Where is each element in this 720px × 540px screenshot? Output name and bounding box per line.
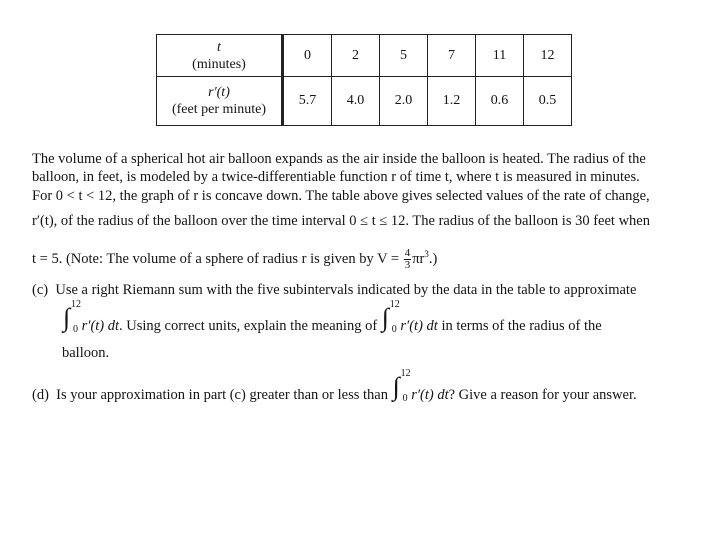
integral-lower-limit: 0	[73, 324, 78, 335]
paragraph-line-2: balloon, in feet, is modeled by a twice-differentiable function r of time t, where t is measured in minutes.	[32, 169, 640, 185]
rate-header	[157, 77, 283, 126]
time-cell: 2	[332, 35, 380, 77]
line5-close: .)	[428, 250, 438, 267]
integral-upper-limit: 12	[71, 299, 81, 310]
time-cell: 7	[428, 35, 476, 77]
part-c-text-1: Use a right Riemann sum with the five subintervals indicated by the data in the table to approximate	[55, 282, 637, 298]
time-row	[157, 35, 572, 77]
integral-sign: ∫ 12 0	[392, 368, 411, 404]
line5-text: t = 5. (Note: The volume of a sphere of radius r is given by V =	[32, 250, 403, 267]
rate-cell: 2.0	[380, 77, 428, 126]
rate-row	[157, 77, 572, 126]
part-c-line-1	[32, 281, 636, 299]
part-d-text-1: Is your approximation in part (c) greater than or less than	[56, 387, 388, 403]
rate-header-variable: r′(t)	[208, 85, 230, 100]
integral-sign: ∫ 12 0	[381, 299, 400, 335]
rate-header-unit: (feet per minute)	[171, 102, 267, 117]
part-d-text-2: ? Give a reason for your answer.	[448, 387, 637, 403]
four-thirds-fraction	[404, 248, 412, 271]
time-header-unit: (minutes)	[192, 56, 246, 72]
part-c-line-2	[62, 299, 602, 335]
paragraph-line-3: For 0 < t < 12, the graph of r is concave down. The table above gives selected values of the rate of change,	[32, 188, 650, 204]
time-cell: 0	[283, 35, 332, 77]
integrand: r′(t) dt	[81, 318, 120, 334]
part-d-label: (d)	[32, 387, 49, 403]
part-c-line-3: balloon.	[62, 345, 110, 361]
fraction-denominator: 3	[404, 259, 411, 271]
time-cell: 11	[476, 35, 524, 77]
time-header-variable: t	[217, 39, 221, 55]
rate-cell: 5.7	[283, 77, 332, 126]
rate-cell: 1.2	[428, 77, 476, 126]
rate-cell: 0.5	[524, 77, 572, 126]
paragraph-line-1: The volume of a spherical hot air balloon expands as the air inside the balloon is heated. The radius of the	[32, 151, 646, 167]
part-c-text-3: in terms of the radius of the	[441, 318, 602, 334]
rate-cell: 4.0	[332, 77, 380, 126]
integral-upper-limit: 12	[389, 299, 400, 310]
integral-lower-limit: 0	[402, 393, 408, 404]
paragraph-line-5	[32, 245, 437, 271]
pi-r: πr	[412, 250, 425, 267]
fraction-numerator: 4	[404, 247, 411, 259]
part-d-line-1	[32, 368, 637, 404]
cube-exponent: 3	[424, 249, 429, 259]
part-c-text-2: . Using correct units, explain the meaning of	[119, 318, 378, 334]
time-cell: 12	[524, 35, 572, 77]
time-header	[157, 35, 283, 77]
integral-sign: ∫ 12 0	[63, 299, 81, 335]
paragraph-line-4: r′(t), of the radius of the balloon over the time interval 0 ≤ t ≤ 12. The radius of the balloon is 30 feet when	[32, 213, 650, 229]
part-c-label: (c)	[32, 282, 49, 298]
time-cell: 5	[380, 35, 428, 77]
integrand: r′(t) dt	[411, 387, 449, 403]
rate-table	[156, 34, 572, 126]
integral-upper-limit: 12	[400, 368, 411, 379]
rate-cell: 0.6	[476, 77, 524, 126]
integral-lower-limit: 0	[391, 324, 397, 335]
integrand: r′(t) dt	[400, 318, 438, 334]
